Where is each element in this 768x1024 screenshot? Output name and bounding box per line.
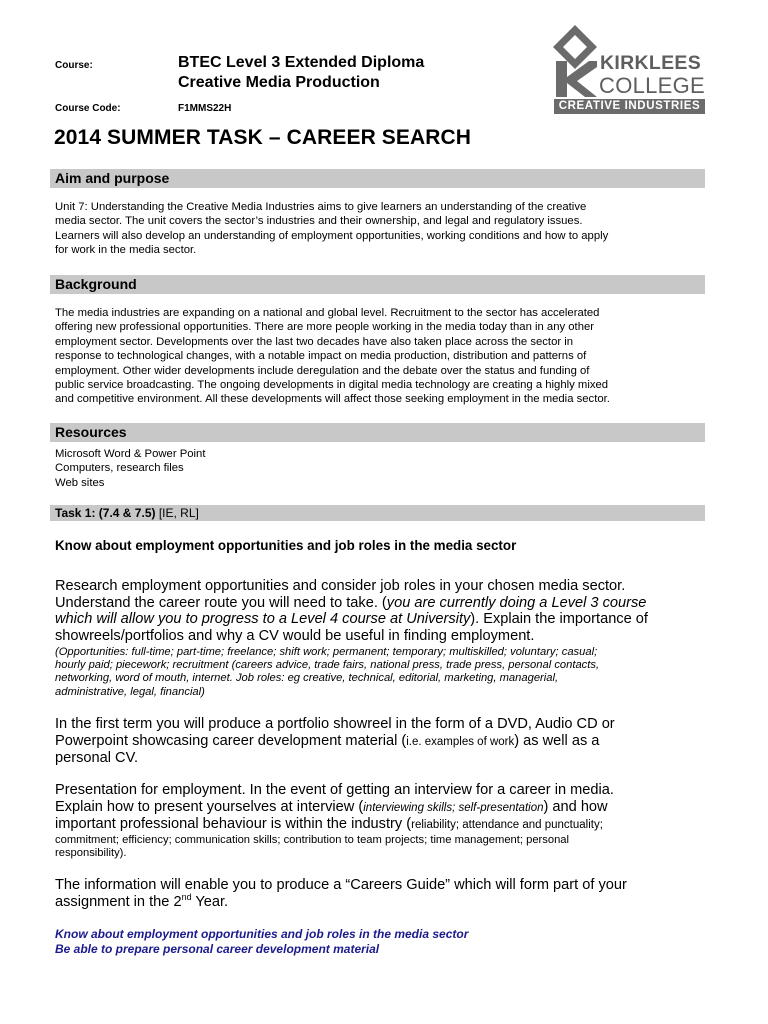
task-paragraph-4 [55,877,720,910]
section-heading-background: Background [50,275,705,294]
aim-line: for work in the media sector. [55,244,197,257]
course-code-label: Course Code: [55,103,121,114]
text-line: personal CV. [55,750,139,767]
logo-strip-creative-industries: CREATIVE INDUSTRIES [554,99,705,114]
background-paragraph [55,306,720,407]
resource-item: Computers, research files [55,462,184,475]
text-run: assignment in the 2 [55,893,182,910]
course-title-line-1: BTEC Level 3 Extended Diploma [178,54,425,71]
text-run-italic: which will allow you to progress to a Level 4 course at University [55,611,471,628]
note-line: commitment; efficiency; communication skills; contribution to team projects; time management; personal [55,834,570,846]
note-line: (Opportunities: full-time; part-time; freelance; shift work; permanent; temporary; multiskilled; voluntary; casual; [55,646,598,658]
learning-outcome-2: Be able to prepare personal career development material [55,942,380,956]
background-line: and competitive environment. All these developments will affect those seeking employment in the media sector. [55,393,610,406]
text-line [55,816,725,834]
resource-item: Microsoft Word & Power Point [55,448,206,460]
superscript: nd [181,891,192,902]
text-run: Explain how to present yourselves at interview ( [55,798,364,815]
task-paragraph-1 [55,578,720,644]
text-run: ). Explain the importance of [470,611,648,628]
text-line: showreels/portfolios and why a CV would be useful in finding employment. [55,627,535,644]
course-code-value: F1MMS22H [178,103,232,114]
task-paragraph-2 [55,716,720,767]
aim-line: Learners will also develop an understanding of employment opportunities, working conditions and how to apply [55,229,609,242]
text-run: Year. [191,893,229,910]
text-run-italic-small: interviewing skills; self-presentation [363,801,544,814]
text-run: important professional behaviour is within the industry ( [55,816,412,833]
section-heading-aim: Aim and purpose [50,169,705,188]
text-line: In the first term you will produce a portfolio showreel in the form of a DVD, Audio CD or [55,716,615,732]
course-title-line-2: Creative Media Production [178,74,380,91]
note-line: hourly paid; piecework; recruitment (careers advice, trade fairs, national press, trade press, personal contacts, [55,659,600,672]
text-run: ) and how [543,798,608,815]
text-run-italic: you are currently doing a Level 3 course [386,594,647,611]
text-line: Presentation for employment. In the event of getting an interview for a career in media. [55,782,614,798]
task-label-bar [50,505,705,521]
note-line: responsibility). [55,847,127,860]
text-line [55,799,725,817]
text-line [55,595,720,612]
text-line: Research employment opportunities and consider job roles in your chosen media sector. [55,578,626,594]
text-run-small: reliability; attendance and punctuality; [411,819,603,832]
background-line: employment sector. Developments over the last two decades have also taken place across the sector in [55,335,574,348]
learning-outcome-1: Know about employment opportunities and job roles in the media sector [55,927,469,941]
task-heading: Know about employment opportunities and job roles in the media sector [55,538,517,553]
text-run: ) as well as a [514,732,600,749]
note-line: administrative, legal, financial) [55,685,205,698]
task-paragraph-3-notes [55,834,720,860]
background-line: public service broadcasting. The ongoing developments in digital media technology are creating a highly mixed [55,379,609,392]
text-run: Understand the career route you will need to take. ( [55,594,387,611]
task-codes: [IE, RL] [155,506,199,520]
text-line [55,733,720,751]
text-run: Powerpoint showcasing career development material ( [55,732,407,749]
resources-list [55,447,205,490]
background-line: offering new professional opportunities. There are more people working in the media today than in any other [55,321,595,334]
text-line: The information will enable you to produce a “Careers Guide” which will form part of your [55,877,627,893]
aim-line: Unit 7: Understanding the Creative Media Industries aims to give learners an understanding of the creative [55,201,587,213]
course-label: Course: [55,60,93,71]
background-line: The media industries are expanding on a national and global level. Recruitment to the sector has accelerated [55,307,600,319]
section-heading-resources: Resources [50,423,705,442]
page-title: 2014 SUMMER TASK – CAREER SEARCH [54,126,472,149]
task-paragraph-3 [55,782,725,834]
aim-line: media sector. The unit covers the sector’s industries and their ownership, and legal and regulatory issues. [55,215,583,228]
text-line [55,891,720,911]
aim-paragraph [55,200,715,258]
text-run-small: i.e. examples of work [406,735,515,748]
kirklees-mark-icon [553,25,597,99]
background-line: employment. Other wider developments include deregulation and the debate over the status and funding of [55,364,590,377]
note-line: networking, word of mouth, internet. Job roles: eg creative, technical, editorial, marketing, managerial, [55,672,559,685]
resource-item: Web sites [55,476,105,489]
text-line [55,611,720,628]
task-paragraph-1-notes [55,646,720,699]
background-line: response to technological changes, with a notable impact on media production, distribution and patterns of [55,350,587,363]
task-label: Task 1: (7.4 & 7.5) [55,506,156,520]
college-logo [553,25,705,115]
logo-text-college: COLLEGE [599,73,706,98]
logo-text-kirklees: KIRKLEES [600,52,701,74]
